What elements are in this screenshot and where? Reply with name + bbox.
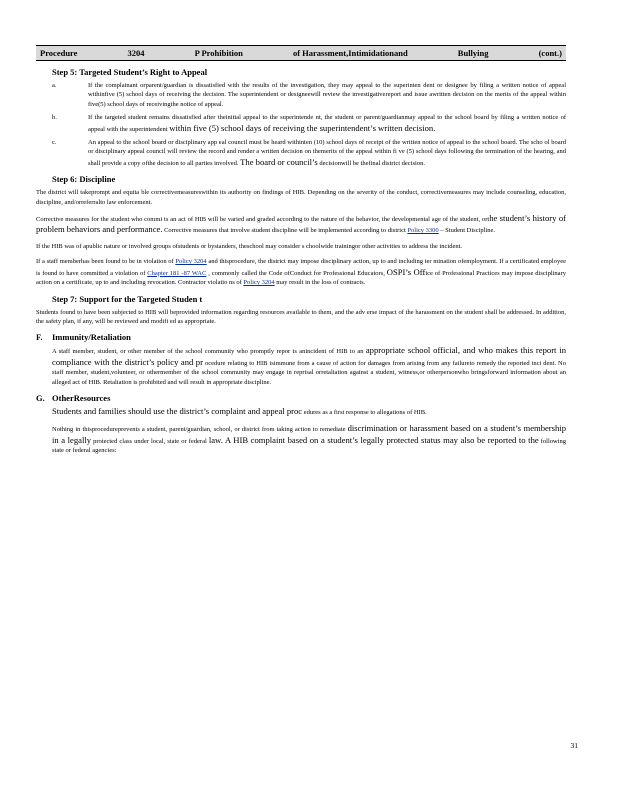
step5-heading: Step 5: Targeted Student’s Right to Appeal [52, 67, 208, 77]
text-run: ocedure relating to HIB isimmune from a cause of action for damages from arising from any failureto remedy the reported inci dent. No staff member, student,volunteer, or othermember of the school community may engage in reprisal orretaliation against a student, witness,or otherpersonwho bringsforward information about an alleged act of HIB. Retaliation is prohibited and will result in appropriate discipline. [52, 359, 567, 386]
document-page [36, 45, 566, 462]
item-text: If the complainant orparent/guardian is dissatisfied with the results of the investigation, they may appeal to the superinten dent or designee by filing a written notice of appeal withinfive (5) school days of receiving the decision. The superintendent or designeewill review the investigativereport and issue awritten decision on the merits of the appeal within five(5) school days of receivingthe notice of appeal. [88, 82, 566, 108]
text-run: Corrective measures that involve student discipline will be implemented according to district [164, 227, 406, 235]
item-text-big: within five (5) school days of receiving the superintendent’s written decision. [169, 122, 436, 133]
item-label: a. [52, 82, 57, 89]
step6-paragraph-1: The district will takeprompt and equita ble correctivemeasureswithin its authority on findings of HIB. Depending on the severity of the conduct, correctivemeasures may include counseling, education, discipline, and/orreferralto law enforcement. [36, 189, 566, 206]
text-run: following state or federal agencies: [52, 437, 567, 455]
step6-heading: Step 6: Discipline [52, 174, 116, 185]
section-g-paragraph-2 [36, 423, 566, 455]
running-header [36, 45, 566, 61]
page-number: 31 [570, 741, 578, 750]
header-cont: (cont.) [538, 48, 562, 58]
text-run: Corrective measures for the student who commi ts an act of HIB will be varied and graded according to the nature of the behavior, the developmental age of the student, ort [36, 216, 490, 224]
text-run: , commonly called the Code ofConduct for Professional Educators, [208, 269, 385, 277]
text-run: protected class under local, state or federal [93, 437, 207, 445]
header-procedure: Procedure [40, 48, 78, 58]
text-run: edures as a first response to allegations of HIB. [303, 408, 427, 416]
item-label: b. [52, 114, 57, 122]
list-item [36, 113, 566, 134]
text-run: Nothing in thisprocedureprevents a student, parent/guardian, school, or district from taking action to remediate [52, 426, 346, 434]
header-title-b: of Harassment,Intimidationand [292, 48, 408, 58]
chapter-181-87-wac-link[interactable]: Chapter 181 -87 WAC [147, 269, 207, 277]
header-number: 3204 [127, 48, 145, 58]
text-run: A staff member, student, or other member of the school community who promptly repor ts anincident of HIB to an [52, 348, 364, 356]
text-run: ice of Professional Practices may impose disciplinary action on a certificate, up to and including revocation. Contractor violatio ns of [36, 269, 566, 287]
item-label: c. [52, 139, 57, 147]
section-title: OtherResources [52, 392, 111, 403]
section-f-paragraph [36, 345, 566, 387]
text-run-big: he student’s history of problem behaviors and performance. [36, 213, 566, 235]
policy-3204-link[interactable]: Policy 3204 [175, 258, 207, 266]
text-run-big: appropriate school official, and who makes this report in compliance with the district’s policy and pr [52, 345, 567, 367]
text-run-big: discrimination or harassment based on a student’s membership in a legally [52, 423, 566, 445]
step6-paragraph-2 [36, 213, 566, 236]
policy-3204-link-2[interactable]: Policy 3204 [243, 279, 275, 287]
text-run: may result in the loss of contracts. [276, 279, 366, 287]
section-label: F. [36, 332, 43, 343]
step7-paragraph-1: Students found to have been subjected to HIB will beprovided information regarding resources available to them, and the adv erse impact of the harassment on the student shall be addressed. In addition, the safety plan, if any, will be reviewed and modifi ed as appropriate. [36, 308, 566, 325]
text-run: If a staff memberhas been found to be in violation of [36, 258, 174, 266]
list-item [36, 81, 566, 109]
step6-paragraph-4 [36, 257, 566, 287]
section-f-heading [36, 332, 566, 342]
item-text-big: The board or council’s [240, 156, 318, 167]
text-run: and thisprocedure, the district may impose disciplinary action, up to and including ter mination ofemployment. If a certificated employee is found to have committed a violation of [36, 258, 566, 277]
item-text-end: decisionwill be thefinal district decision. [319, 159, 425, 167]
header-title-a: P Prohibition [194, 48, 243, 58]
text-run-big: OSPI’s Off [386, 266, 426, 277]
section-title: Immunity/Retaliation [52, 332, 131, 343]
step7-heading: Step 7: Support for the Targeted Studen t [52, 293, 203, 304]
header-title-c: Bullying [457, 48, 489, 58]
policy-3300-link[interactable]: Policy 3300 [407, 227, 439, 235]
item-text: If the targeted student remains dissatisfied after theinitial appeal to the superintende nt, the student or parent/guardianmay appeal to the school board by filing a written notice of appeal with the superintendent [88, 114, 566, 133]
text-run-big: Students and families should use the district’s complaint and appeal proc [52, 405, 303, 416]
text-run-big: law. A HIB complaint based on a student’s legally protected status may also be reported to the [208, 434, 539, 445]
list-item [36, 138, 566, 168]
section-g-paragraph-1 [36, 406, 566, 417]
section-g-heading [36, 393, 566, 403]
item-text: An appeal to the school board or disciplinary app eal council must be heard withinten (10) school days of receipt of the written notice of appeal to the school board. The scho ol board or disciplinary appeal council will review the record and render a written decision on themerits of the appeal within fi ve (5) school days following the termination of the hearing, and shall provide a copy ofthe decision to all parties involved. [88, 139, 566, 167]
section-label: G. [36, 392, 45, 403]
step6-paragraph-3: If the HIB was of apublic nature or involved groups ofstudents or bystanders, theschool may consider s choolwide trainingor other activities to address the incident. [36, 242, 463, 250]
text-run: – Student Discipline. [440, 227, 496, 235]
